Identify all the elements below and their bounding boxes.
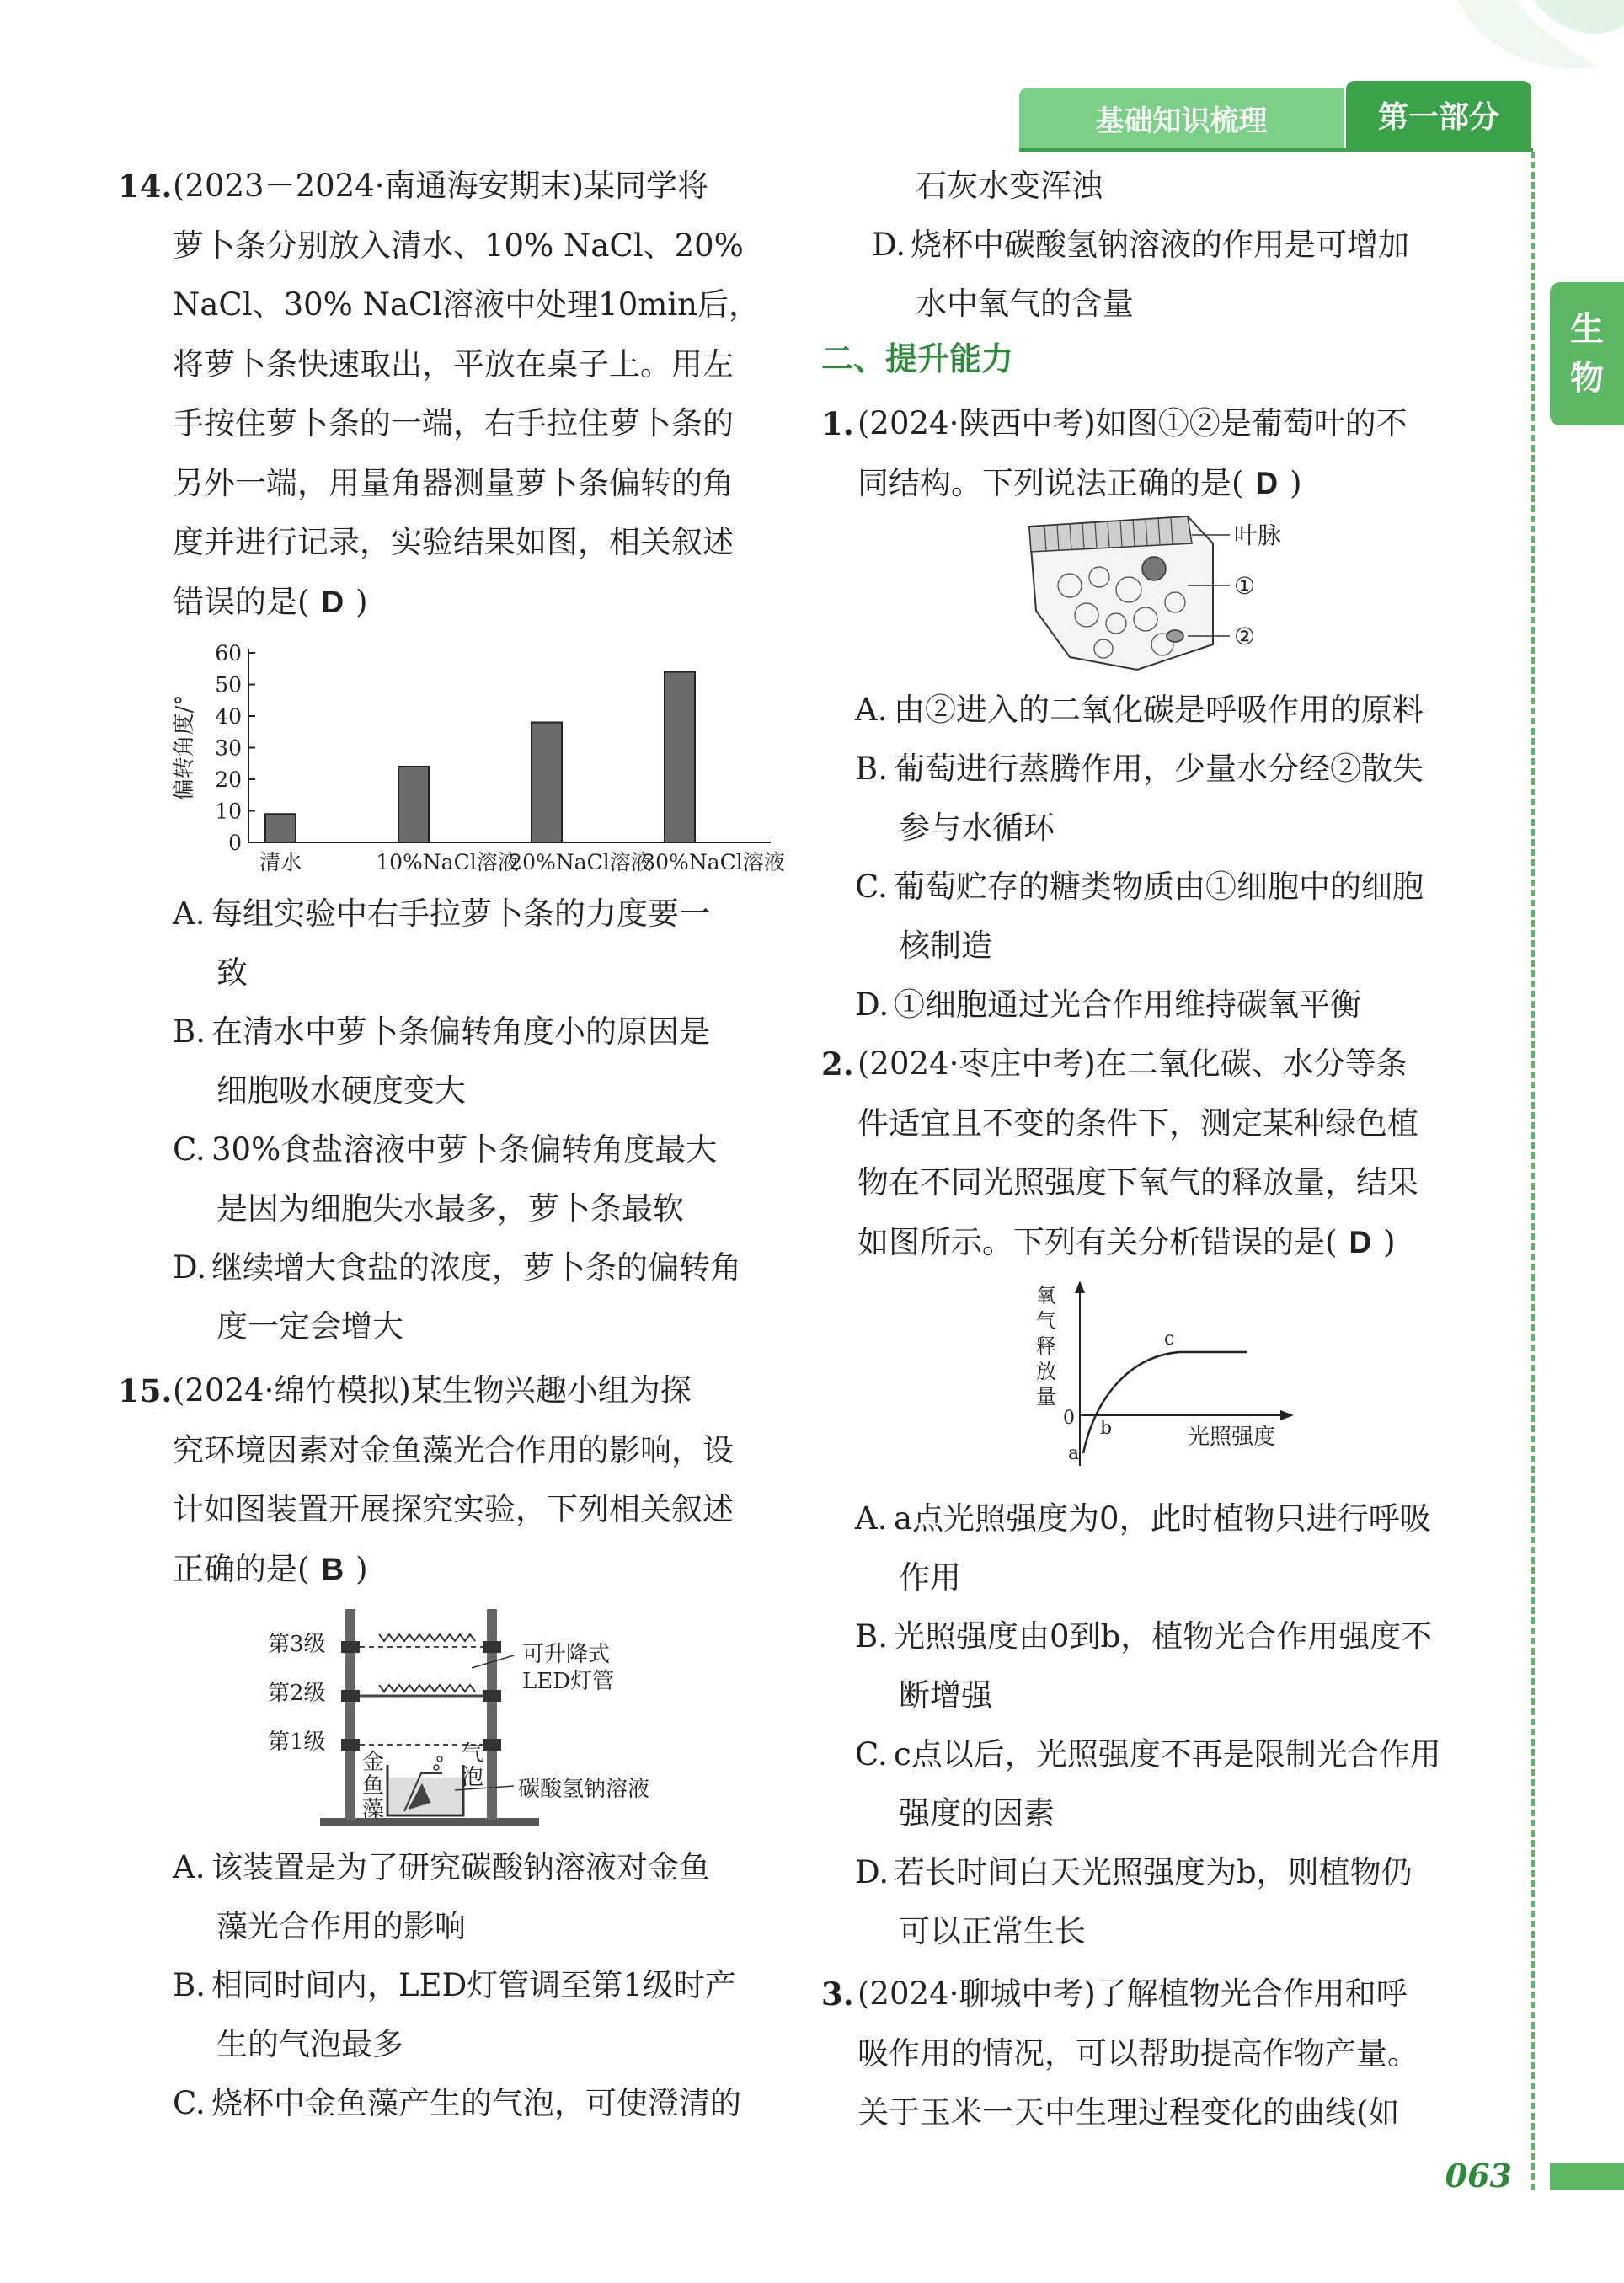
ylabel-char-1: 氧: [1036, 1284, 1056, 1307]
q15-options-right: [872, 157, 1495, 334]
r2-number: 2.: [821, 1045, 854, 1083]
r2-option-d-cont: 可以正常生长: [899, 1913, 1086, 1949]
q15-apparatus-figure: [261, 1601, 699, 1837]
bar: [665, 672, 695, 843]
point-b-label: b: [1100, 1418, 1113, 1439]
side-tab-char-1: 生: [1570, 310, 1604, 349]
r2-option-c-cont: 强度的因素: [899, 1795, 1055, 1831]
q15-number: 15.: [118, 1372, 173, 1409]
q14-number: 14.: [118, 168, 173, 205]
level3-label: 第3级: [268, 1632, 326, 1657]
r1-option-a: A. 由②进入的二氧化碳是呼吸作用的原料: [855, 692, 1424, 728]
r3-line: 关于玉米一天中生理过程变化的曲线(如: [857, 2094, 1400, 2131]
q15-line: (2024·绵竹模拟)某生物兴趣小组为探: [173, 1372, 692, 1409]
r1-line-last: [857, 454, 1498, 514]
margin-dashed-line: [1531, 152, 1535, 2190]
y-tick-label: 10: [215, 799, 242, 824]
q14-option-d-cont: 度一定会增大: [216, 1308, 403, 1345]
x-category-label: 清水: [259, 850, 302, 874]
r2-option-b-cont: 断增强: [899, 1677, 992, 1714]
r2-options: [855, 1489, 1504, 1961]
q15-suffix: ): [355, 1550, 368, 1587]
page-number-bar: [1550, 2163, 1624, 2190]
q14-line: 手按住萝卜条的一端，右手拉住萝卜条的: [173, 405, 734, 441]
q15-line-last: [173, 1540, 779, 1600]
r2-line-last: [857, 1213, 1498, 1273]
ylabel-char-4: 放: [1036, 1360, 1056, 1383]
plant-label-2: 鱼: [362, 1773, 385, 1799]
x-category-label: 20%NaCl溶液: [509, 850, 652, 874]
header-rule: [1019, 148, 1533, 152]
q15-options-left: [173, 1838, 779, 2133]
section-tab: 基础知识梳理: [1019, 88, 1344, 148]
q14-line-last: [173, 573, 779, 633]
r1-option-c-cont: 核制造: [899, 928, 992, 964]
y-tick-label: 0: [228, 831, 242, 855]
r3-stem: [857, 1965, 1498, 2143]
r2-answer: D: [1349, 1224, 1372, 1259]
r2-suffix: ): [1383, 1223, 1396, 1260]
q14-line: 将萝卜条快速取出，平放在桌子上。用左: [173, 345, 734, 382]
r2-stem: [857, 1035, 1498, 1272]
q14-line: NaCl、30% NaCl溶液中处理10min后，: [173, 286, 760, 323]
r2-option-b: B. 光照强度由0到b，植物光合作用强度不: [855, 1618, 1433, 1655]
page-number: 063: [1445, 2157, 1512, 2195]
y-axis-label: 偏转角度/°: [172, 694, 197, 801]
q15-option-a: A. 该装置是为了研究碳酸钠溶液对金鱼: [173, 1849, 710, 1885]
q15-option-c-cont: 石灰水变浑浊: [916, 168, 1103, 204]
r2-option-d: D. 若长时间白天光照强度为b，则植物仍: [855, 1854, 1413, 1890]
solution-label: 碳酸氢钠溶液: [518, 1777, 650, 1802]
q14-option-a-cont: 致: [216, 954, 248, 991]
q14-line: 另外一端，用量角器测量萝卜条偏转的角: [173, 464, 734, 501]
r2-option-a: A. a点光照强度为0，此时植物只进行呼吸: [855, 1500, 1431, 1537]
ylabel-char-2: 气: [1036, 1309, 1056, 1333]
r2-line: 件适宜且不变的条件下，测定某种绿色植: [857, 1104, 1418, 1142]
r3-line: (2024·聊城中考)了解植物光合作用和呼: [857, 1976, 1408, 2012]
lamp-label-2: LED灯管: [522, 1669, 615, 1694]
r2-option-c: C. c点以后，光照强度不再是限制光合作用: [855, 1736, 1441, 1772]
r2-line: (2024·枣庄中考)在二氧化碳、水分等条: [857, 1045, 1408, 1082]
q14-option-a: A. 每组实验中右手拉萝卜条的力度要一: [173, 896, 710, 932]
q14-options: [173, 885, 779, 1356]
xlabel: 光照强度: [1188, 1425, 1276, 1450]
y-tick-label: 40: [215, 704, 242, 729]
q14-option-c: C. 30%食盐溶液中萝卜条偏转角度最大: [173, 1131, 718, 1168]
y-tick-label: 20: [215, 767, 242, 792]
level1-label: 第1级: [268, 1730, 326, 1755]
plant-label-1: 金: [362, 1750, 385, 1775]
r3-line: 吸作用的情况，可以帮助提高作物产量。: [857, 2034, 1418, 2072]
r1-option-c: C. 葡萄贮存的糖类物质由①细胞中的细胞: [855, 869, 1424, 905]
section-title: 二、提升能力: [821, 340, 1014, 377]
q14-option-d: D. 继续增大食盐的浓度，萝卜条的偏转角: [173, 1249, 741, 1286]
bar: [398, 767, 429, 842]
plant-label-3: 藻: [362, 1797, 385, 1822]
r1-prefix: 同结构。下列说法正确的是(: [857, 464, 1244, 501]
q14-bar-chart: [164, 640, 788, 876]
r1-option-b-cont: 参与水循环: [899, 810, 1055, 846]
r2-line: 物在不同光照强度下氧气的释放量，结果: [857, 1164, 1418, 1200]
q14-line: 度并进行记录，实验结果如图，相关叙述: [173, 524, 734, 560]
r1-answer: D: [1255, 465, 1279, 500]
q14-option-b: B. 在清水中萝卜条偏转角度小的原因是: [173, 1013, 710, 1050]
bubble-label-2: 泡: [462, 1765, 484, 1790]
side-tab-char-2: 物: [1570, 359, 1604, 398]
y-tick-label: 30: [215, 735, 242, 761]
q14-answer: D: [321, 584, 345, 619]
r2-option-a-cont: 作用: [899, 1559, 961, 1596]
x-category-label: 10%NaCl溶液: [376, 850, 519, 874]
q14-line: 萝卜条分别放入清水、10% NaCl、20%: [173, 227, 744, 264]
point-c-label: c: [1164, 1329, 1175, 1350]
q15-stem: [173, 1361, 779, 1599]
q15-option-d-cont: 水中氧气的含量: [916, 286, 1134, 322]
q15-option-a-cont: 藻光合作用的影响: [216, 1908, 466, 1944]
lamp-label-1: 可升降式: [522, 1642, 611, 1667]
q14-suffix: ): [355, 583, 368, 620]
ylabel-char-5: 量: [1036, 1385, 1056, 1409]
r1-option-d: D. ①细胞通过光合作用维持碳氧平衡: [855, 986, 1361, 1023]
level2-label: 第2级: [268, 1681, 326, 1706]
q14-line: (2023－2024·南通海安期末)某同学将: [173, 168, 708, 204]
q15-option-c: C. 烧杯中金鱼藻产生的气泡，可使澄清的: [173, 2085, 741, 2121]
r3-number: 3.: [821, 1976, 854, 2013]
r1-line: (2024·陕西中考)如图①②是葡萄叶的不: [857, 405, 1408, 441]
r1-options: [855, 681, 1504, 1035]
q15-line: 究环境因素对金鱼藻光合作用的影响，设: [173, 1431, 734, 1468]
q14-prefix: 错误的是(: [173, 583, 310, 620]
r2-curve-figure: [1028, 1272, 1314, 1474]
q15-answer: B: [321, 1551, 345, 1586]
r1-number: 1.: [821, 405, 854, 442]
q14-option-b-cont: 细胞吸水硬度变大: [216, 1072, 466, 1109]
r1-stem: [857, 394, 1498, 513]
bubble-label-1: 气: [462, 1741, 484, 1767]
r2-prefix: 如图所示。下列有关分析错误的是(: [857, 1223, 1338, 1260]
structure-1-label: ①: [1234, 572, 1256, 600]
part-tab: 第一部分: [1346, 81, 1531, 148]
y-tick-label: 50: [215, 672, 242, 698]
q15-line: 计如图装置开展探究实验，下列相关叙述: [173, 1491, 734, 1527]
q15-prefix: 正确的是(: [173, 1550, 310, 1587]
q15-option-d: D. 烧杯中碳酸氢钠溶液的作用是可增加: [872, 227, 1409, 263]
r1-suffix: ): [1290, 464, 1302, 501]
ylabel-char-3: 释: [1036, 1334, 1056, 1358]
q15-option-b-cont: 生的气泡最多: [216, 2026, 403, 2062]
subject-side-tab: [1550, 282, 1624, 425]
point-a-label: a: [1068, 1443, 1080, 1464]
y-tick-label: 60: [215, 641, 242, 666]
vein-label: 叶脉: [1234, 521, 1282, 549]
q15-option-b: B. 相同时间内，LED灯管调至第1级时产: [173, 1967, 736, 2003]
origin-label: 0: [1063, 1408, 1075, 1429]
bar: [532, 723, 562, 843]
q14-option-c-cont: 是因为细胞失水最多，萝卜条最软: [216, 1190, 684, 1227]
q14-stem: [173, 157, 779, 632]
x-category-label: 30%NaCl溶液: [642, 850, 785, 874]
r1-option-b: B. 葡萄进行蒸腾作用，少量水分经②散失: [855, 751, 1424, 787]
structure-2-label: ②: [1234, 623, 1256, 650]
bar: [265, 814, 296, 842]
r1-leaf-figure: [1019, 510, 1322, 678]
